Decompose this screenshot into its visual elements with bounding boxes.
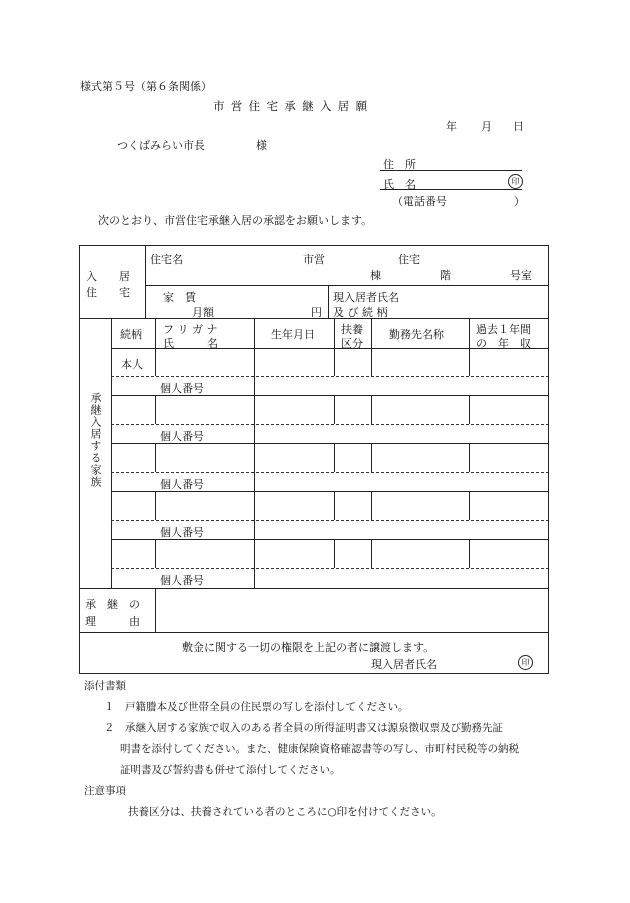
transfer-text: 敷金に関する一切の権限を上記の者に譲渡します。 (182, 641, 435, 654)
floor-label: 階 (440, 269, 451, 282)
form-number: 様式第５号（第６条関係） (80, 80, 212, 93)
city-label: 市営 (303, 253, 325, 266)
yen-label: 円 (311, 306, 322, 319)
address-label: 住 所 (383, 158, 416, 171)
col-income-2: の 年 収 (476, 337, 531, 350)
form-title: 市営住宅承継入居願 (213, 99, 374, 113)
mynumber-label-2: 個人番号 (160, 430, 204, 443)
name-label: 氏 名 (383, 178, 416, 191)
attachment-item-2-line-1: ２ 承継入居する家族で収入のある者全員の所得証明書又は源泉徴収票及び勤務先証 (104, 722, 503, 734)
mynumber-label-3: 個人番号 (160, 478, 204, 491)
col-employer: 勤務先名称 (389, 328, 444, 341)
housing-name-label: 住宅名 (150, 253, 183, 266)
addressee-honorific: 様 (256, 139, 267, 152)
mynumber-label-5: 個人番号 (160, 574, 204, 587)
resident-seal-icon: 印 (518, 655, 533, 670)
col-dependent-1: 扶養 (341, 323, 363, 336)
family-label: 承継入居する家族 (89, 392, 102, 488)
col-relation: 続柄 (120, 328, 142, 341)
self-label: 本人 (121, 358, 143, 371)
reason-label-2: 理 由 (85, 615, 140, 628)
col-furigana: フ リ ガ ナ (163, 323, 218, 336)
date-day: 日 (513, 120, 524, 133)
reason-label-1: 承 継 の (85, 598, 140, 611)
current-resident-label-1: 現入居者氏名 (333, 291, 399, 304)
transfer-name-label: 現入居者氏名 (371, 658, 437, 671)
room-label: 号室 (510, 269, 532, 282)
attachment-item-1: １ 戸籍謄本及び世帯全員の住民票の写しを添付してください。 (104, 701, 409, 713)
col-income-1: 過去１年間 (476, 323, 531, 336)
notes-heading: 注意事項 (84, 785, 126, 797)
mynumber-label-4: 個人番号 (160, 526, 204, 539)
attachment-item-2-line-2: 明書を添付してください。また、健康保険資格確認書等の写し、市町村民税等の納税 (120, 743, 519, 755)
col-birth: 生年月日 (271, 328, 315, 341)
col-name: 氏 名 (163, 337, 218, 350)
residence-label-1: 入 居 (86, 270, 130, 283)
phone-close: ） (514, 195, 525, 208)
mynumber-label-1: 個人番号 (160, 382, 204, 395)
attachment-item-2-line-3: 証明書及び誓約書も併せて添付してください。 (120, 764, 341, 776)
col-dependent-2: 区分 (341, 337, 363, 350)
notes-text: 扶養区分は、扶養されている者のところに○印を付けてください。 (128, 806, 442, 818)
current-resident-label-2: 及 び 続 柄 (333, 306, 388, 319)
address-line (380, 170, 522, 171)
applicant-seal-icon: 印 (508, 174, 523, 189)
residence-label-2: 住 宅 (86, 286, 130, 299)
attachments-heading: 添付書類 (84, 680, 126, 692)
monthly-label: 月額 (192, 306, 214, 319)
addressee: つくばみらい市長 (117, 139, 205, 152)
name-line (380, 189, 522, 190)
housing-label: 住宅 (398, 253, 420, 266)
rent-label: 家 賃 (163, 291, 196, 304)
date-month: 月 (481, 120, 492, 133)
date-year: 年 (446, 120, 457, 133)
phone-label: （電話番号 (392, 195, 447, 208)
building-label: 棟 (370, 269, 381, 282)
request-text: 次のとおり、市営住宅承継入居の承認をお願いします。 (98, 214, 373, 227)
